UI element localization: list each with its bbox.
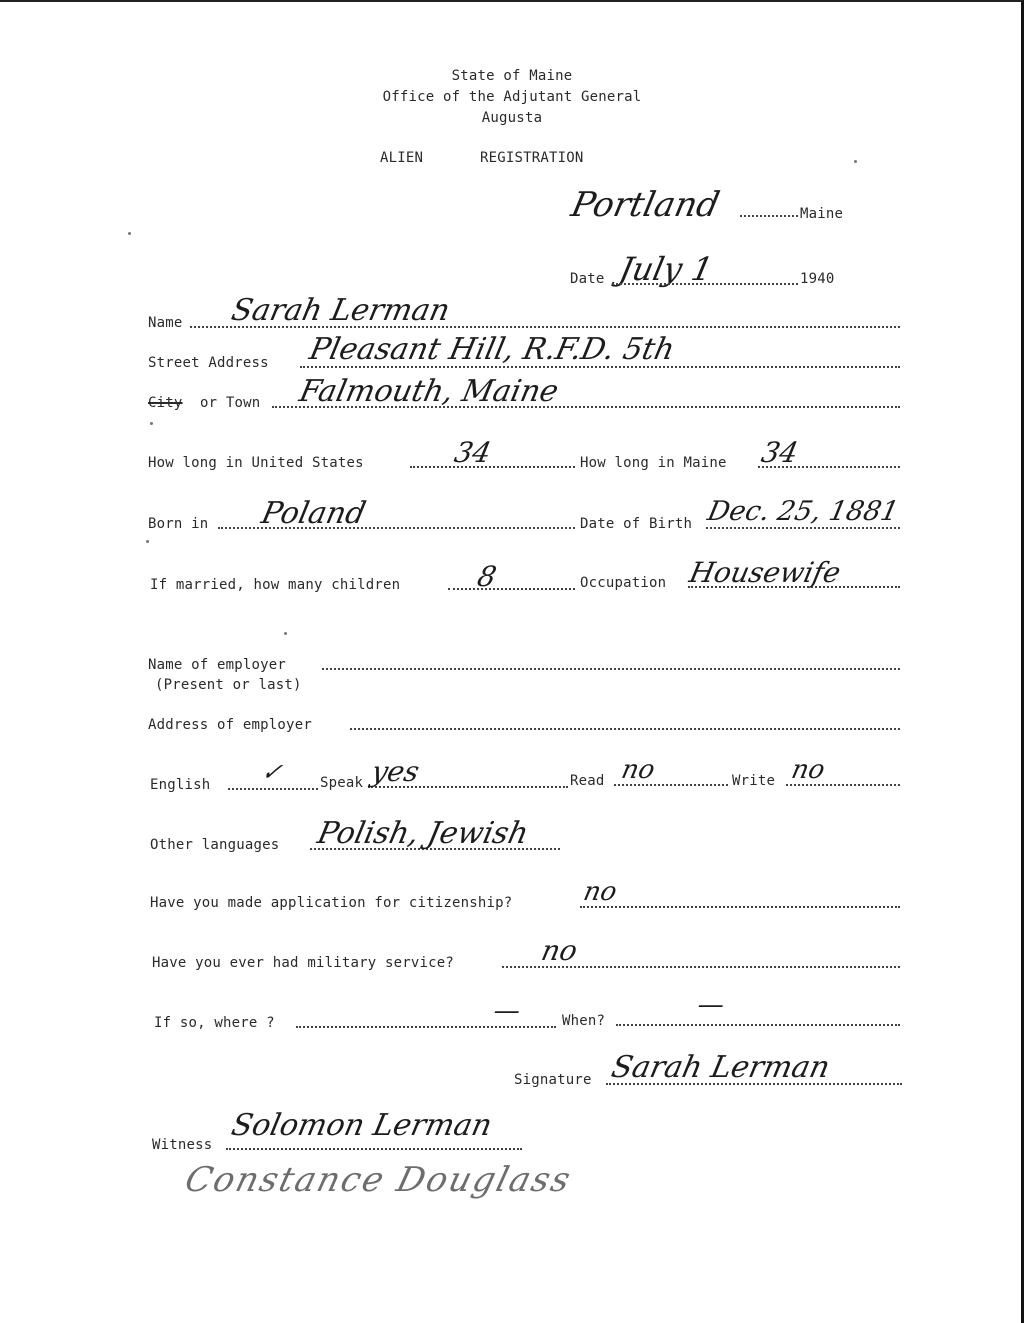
english-label: English [150,777,211,793]
other-languages-label: Other languages [150,837,280,853]
where-label: If so, where ? [154,1015,275,1031]
read-value: no [618,755,658,785]
header-state: State of Maine [451,68,573,84]
years-maine-label: How long in Maine [580,455,727,471]
dob-label: Date of Birth [580,516,693,532]
title-alien: ALIEN [380,150,424,166]
children-value: 8 [474,560,500,593]
children-dots [448,588,575,590]
header-office: Office of the Adjutant General [382,89,642,105]
employer-label: Name of employer [148,657,287,673]
other-languages-value: Polish, Jewish [314,816,532,851]
town-value: Falmouth, Maine [296,374,562,409]
born-label: Born in [148,516,209,532]
occupation-value: Housewife [686,556,844,589]
speak-value: yes [368,755,423,788]
date-year: 1940 [800,271,835,287]
scan-speck [284,632,287,635]
name-value: Sarah Lerman [228,293,453,328]
town-label: or Town [200,395,261,411]
citizenship-dots [580,906,900,908]
military-value: no [538,934,581,967]
speak-label: Speak [320,775,364,791]
where-dots [296,1026,556,1028]
place-handwritten: Portland [567,185,723,225]
where-value: — [490,996,524,1026]
english-check: ✓ [259,758,286,786]
scan-speck [146,540,149,543]
years-us-value: 34 [451,436,495,469]
when-label: When? [562,1013,606,1029]
write-label: Write [732,773,776,789]
date-handwritten: July 1 [615,250,717,288]
employer-address-label: Address of employer [148,717,312,733]
place-suffix: Maine [800,206,844,222]
place-dots [740,215,798,217]
employer-dots [322,668,900,670]
dob-dots [706,527,900,529]
when-dots [616,1024,900,1026]
street-label: Street Address [148,355,269,371]
title-registration: REGISTRATION [480,150,584,166]
english-dots [228,788,318,790]
dob-value: Dec. 25, 1881 [704,496,902,527]
witness-second: Constance Douglass [181,1160,577,1200]
write-value: no [788,755,828,785]
scan-speck [854,160,857,163]
name-label: Name [148,315,183,331]
children-label: If married, how many children [150,577,401,593]
witness-label: Witness [152,1137,213,1153]
header-city: Augusta [481,110,543,126]
witness-dots [226,1148,522,1150]
date-label: Date [570,271,605,287]
signature-label: Signature [514,1072,592,1088]
date-dots [612,283,798,285]
employer-sub: (Present or last) [155,677,302,693]
years-us-dots [410,466,575,468]
years-us-label: How long in United States [148,455,364,471]
citizenship-value: no [580,877,620,907]
scan-speck [128,232,131,235]
street-value: Pleasant Hill, R.F.D. 5th [306,332,678,367]
scan-speck [150,422,153,425]
read-label: Read [570,773,605,789]
military-label: Have you ever had military service? [152,955,455,971]
signature-value: Sarah Lerman [608,1050,833,1085]
city-struck: City [148,395,183,411]
employer-address-dots [350,728,900,730]
years-maine-value: 34 [758,436,802,469]
witness-value: Solomon Lerman [228,1108,496,1143]
born-value: Poland [258,496,369,531]
when-value: — [694,990,728,1020]
citizenship-label: Have you made application for citizenship? [150,895,513,911]
occupation-label: Occupation [580,575,667,591]
